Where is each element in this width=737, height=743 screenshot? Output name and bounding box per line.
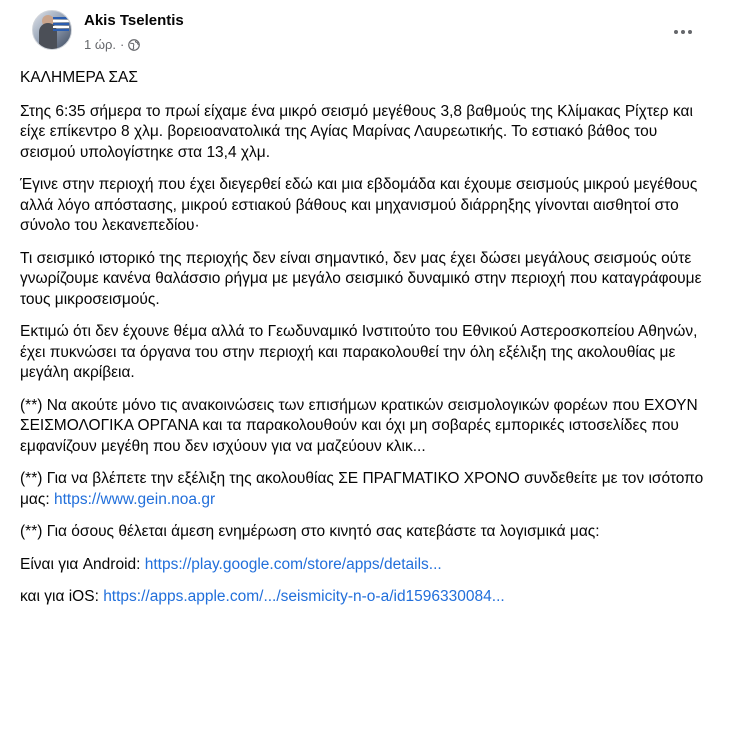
ios-app-link[interactable]: https://apps.apple.com/.../seismicity-n-o-a/id1596330084... <box>103 588 505 605</box>
post-body <box>16 68 721 608</box>
post-paragraph-5: (**) Να ακούτε μόνο τις ανακοινώσεις των επισήμων κρατικών σεισμολογικών φορέων που ΕΧΟΥΝ ΣΕΙΣΜΟΛΟΓΙΚΑ ΟΡΓΑΝΑ και τα παρακολουθούν και όχι μη σοβαρές εμπορικές ιστοσελίδες που εμφανίζουν μεγέθη που δεν ισχύουν για να μαζεύουν κλικ... <box>20 396 698 455</box>
avatar[interactable] <box>32 10 72 50</box>
meta-separator: · <box>120 37 125 52</box>
post-paragraph-4: Εκτιμώ ότι δεν έχουνε θέμα αλλά το Γεωδυναμικό Ινστιτούτο του Εθνικού Αστεροσκοπείου Αθηνών, έχει πυκνώσει τα όργανα του στην περιοχή και παρακολουθεί την όλη εξέλιξη της ακολουθίας με μεγάλη ακρίβεια. <box>20 323 698 381</box>
post-time[interactable]: 1 ώρ. <box>84 37 116 52</box>
android-app-link[interactable]: https://play.google.com/store/apps/details... <box>144 555 442 573</box>
post-paragraph-3: Τι σεισμικό ιστορικό της περιοχής δεν είναι σημαντικό, δεν μας έχει δώσει μεγάλους σεισμούς ούτε γνωρίζουμε κανένα θαλάσσιο ρήγμα με μεγάλο σεισμικό δυναμικό στην περιοχή που καταγράφουμε τους μικροσεισμούς. <box>20 249 702 308</box>
post-meta <box>84 37 140 52</box>
post-paragraph-6 <box>20 469 717 510</box>
paragraph-6-text: (**) Για να βλέπετε την εξέλιξη της ακολουθίας ΣΕ ΠΡΑΓΜΑΤΙΚΟ ΧΡΟΝΟ συνδεθείτε με τον ισότοπο μας: <box>20 470 704 508</box>
post-paragraph-1: Στης 6:35 σήμερα το πρωί είχαμε ένα μικρό σεισμό μεγέθους 3,8 βαθμούς της Κλίμακας Ρίχτερ και είχε επίκεντρο 8 χλμ. βορειοανατολικά της Αγίας Μαρίνας Λαυρεωτικής. Το εστιακό βάθος του σεισμού υπολογίστηκε στα 13,4 χλμ. <box>20 102 693 161</box>
post-header <box>16 0 721 62</box>
author-name[interactable]: Akis Tselentis <box>84 12 184 29</box>
more-options-icon[interactable] <box>671 20 695 44</box>
post-paragraph-2: Έγινε στην περιοχή που έχει διεγερθεί εδώ και μια εβδομάδα και έχουμε σεισμούς μικρού μεγέθους αλλά λόγο απόστασης, μικρού εστιακού βάθους και μηχανισμού διάρρηξης γίνονται αισθητοί στο σύνολο του λεκανεπεδίου· <box>20 176 698 234</box>
flag-icon <box>53 17 69 33</box>
post-greeting: ΚΑΛΗΜΕΡΑ ΣΑΣ <box>20 69 138 86</box>
post-paragraph-7: (**) Για όσους θέλεται άμεση ενημέρωση στο κινητό σας κατεβάστε τα λογισμικά μας: <box>20 523 600 540</box>
globe-icon[interactable] <box>128 39 140 51</box>
post-paragraph-9 <box>20 587 717 608</box>
post-paragraph-8 <box>20 555 717 576</box>
ios-label: και για iOS: <box>20 588 104 605</box>
gein-link[interactable]: https://www.gein.noa.gr <box>53 490 216 508</box>
android-label: Είναι για Android: <box>20 555 145 573</box>
